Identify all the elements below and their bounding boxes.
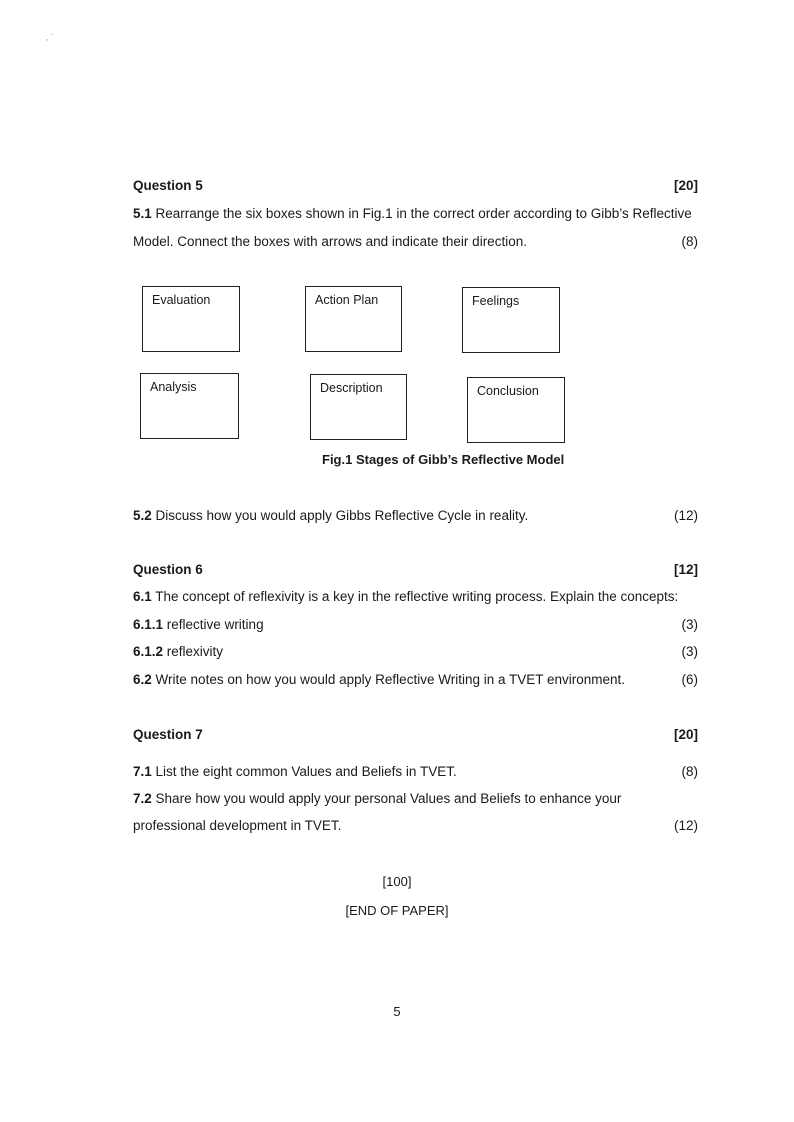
- scan-speck: , `: [46, 33, 54, 42]
- question-5-1-number: 5.1: [133, 206, 152, 221]
- question-7-2-line1: [133, 791, 698, 806]
- question-6-1-2-text: reflexivity: [166, 644, 224, 659]
- box-conclusion-label: Conclusion: [477, 384, 539, 398]
- question-5-2-number: 5.2: [133, 508, 152, 523]
- question-5-title: Question 5: [133, 178, 203, 193]
- box-evaluation: [142, 286, 240, 352]
- question-6-1-1-number: 6.1.1: [133, 617, 164, 632]
- box-action-plan-label: Action Plan: [315, 293, 379, 307]
- question-6-2-marks: (6): [681, 672, 698, 687]
- question-6-1-1-text: reflective writing: [166, 617, 264, 632]
- question-7-title: Question 7: [133, 727, 203, 742]
- question-5-1-line2: [133, 234, 698, 249]
- figure-caption: Fig.1 Stages of Gibb’s Reflective Model: [322, 452, 565, 467]
- question-7-1-marks: (8): [681, 764, 698, 779]
- question-7-1-text: List the eight common Values and Beliefs in TVET.: [155, 764, 457, 779]
- question-6-header: [133, 562, 698, 577]
- box-description-label: Description: [320, 381, 383, 395]
- end-of-paper: [END OF PAPER]: [345, 903, 449, 918]
- paper-total: [100]: [382, 874, 412, 889]
- question-5-header: [133, 178, 698, 193]
- question-6-2-text: Write notes on how you would apply Reflective Writing in a TVET environment.: [155, 672, 626, 687]
- question-7-2-marks: (12): [673, 818, 698, 833]
- question-7-total: [20]: [673, 727, 698, 742]
- question-5-1-text-line2: Model. Connect the boxes with arrows and indicate their direction.: [133, 234, 527, 249]
- box-feelings: [462, 287, 560, 353]
- question-6-1: [133, 589, 698, 604]
- box-analysis-label: Analysis: [150, 380, 197, 394]
- question-6-total: [12]: [673, 562, 698, 577]
- question-7-1: [133, 764, 698, 779]
- box-feelings-label: Feelings: [472, 294, 520, 308]
- question-6-1-2-number: 6.1.2: [133, 644, 164, 659]
- question-7-2-text-line1: Share how you would apply your personal Values and Beliefs to enhance your: [155, 791, 622, 806]
- question-5-1-text-line1: Rearrange the six boxes shown in Fig.1 in the correct order according to Gibb’s Reflective: [155, 206, 692, 221]
- question-6-1-number: 6.1: [133, 589, 152, 604]
- page-number: 5: [393, 1004, 401, 1019]
- box-evaluation-label: Evaluation: [152, 293, 211, 307]
- question-5-1-marks: (8): [681, 234, 698, 249]
- question-6-1-2: [133, 644, 698, 659]
- box-conclusion: [467, 377, 565, 443]
- question-7-2-text-line2: professional development in TVET.: [133, 818, 342, 833]
- question-6-1-1-marks: (3): [681, 617, 698, 632]
- question-5-2-text: Discuss how you would apply Gibbs Reflective Cycle in reality.: [155, 508, 529, 523]
- box-action-plan: [305, 286, 402, 352]
- question-7-header: [133, 727, 698, 742]
- question-7-1-number: 7.1: [133, 764, 152, 779]
- question-7-2-line2: [133, 818, 698, 833]
- question-6-1-2-marks: (3): [681, 644, 698, 659]
- question-6-2-number: 6.2: [133, 672, 152, 687]
- box-analysis: [140, 373, 239, 439]
- question-6-1-1: [133, 617, 698, 632]
- question-6-2: [133, 672, 698, 687]
- question-5-2-marks: (12): [673, 508, 698, 523]
- question-6-title: Question 6: [133, 562, 203, 577]
- question-5-total: [20]: [673, 178, 698, 193]
- question-6-1-text: The concept of reflexivity is a key in the reflective writing process. Explain the concepts:: [155, 589, 679, 604]
- question-5-1-line1: [133, 206, 698, 221]
- box-description: [310, 374, 407, 440]
- question-5-2: [133, 508, 698, 523]
- question-7-2-number: 7.2: [133, 791, 152, 806]
